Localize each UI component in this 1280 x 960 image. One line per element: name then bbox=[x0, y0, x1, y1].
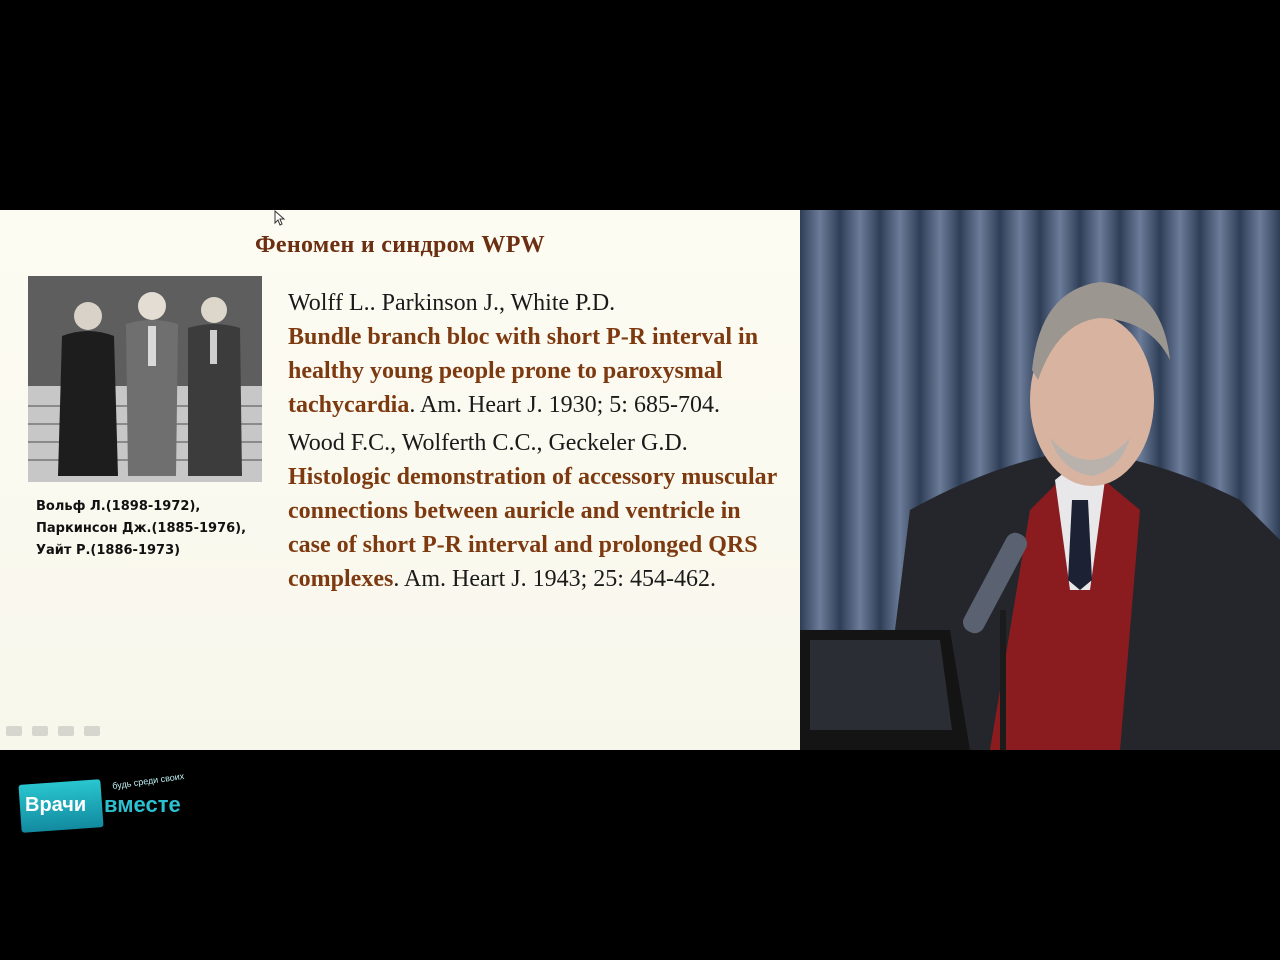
vrachi-vmeste-logo bbox=[20, 771, 220, 836]
reference-1-authors: Wolff L.. Parkinson J., White P.D. bbox=[288, 290, 616, 316]
logo-word-2: вместе bbox=[104, 792, 181, 817]
historical-photo bbox=[28, 276, 262, 482]
reference-2-citation: . Am. Heart J. 1943; 25: 454-462. bbox=[393, 566, 716, 592]
pen-icon[interactable] bbox=[32, 726, 48, 736]
reference-1 bbox=[288, 286, 788, 422]
slide-title: Феномен и синдром WPW bbox=[255, 232, 545, 258]
logo-word-1: Врачи bbox=[25, 794, 87, 816]
speaker-video bbox=[800, 210, 1280, 750]
logo-tagline: будь среди своих bbox=[111, 771, 185, 791]
mouse-cursor-icon bbox=[274, 210, 286, 226]
reference-2-authors: Wood F.C., Wolferth C.C., Geckeler G.D. bbox=[288, 430, 688, 456]
presentation-slide bbox=[0, 210, 800, 750]
reference-1-title: Bundle branch bloc with short P-R interval in healthy young people prone to paroxysmal tachycardia bbox=[288, 324, 759, 418]
photo-caption: Вольф Л.(1898-1972), Паркинсон Дж.(1885-1976), Уайт Р.(1886-1973) bbox=[36, 499, 247, 558]
reference-1-citation: . Am. Heart J. 1930; 5: 685-704. bbox=[409, 392, 720, 418]
slide-controls bbox=[6, 726, 100, 736]
menu-icon[interactable] bbox=[58, 726, 74, 736]
reference-2 bbox=[288, 426, 788, 596]
references bbox=[288, 286, 788, 596]
prev-slide-icon[interactable] bbox=[6, 726, 22, 736]
next-slide-icon[interactable] bbox=[84, 726, 100, 736]
reference-2-title: Histologic demonstration of accessory muscular connections between auricle and ventricle in case of short P-R interval and prolonged QRS complexes bbox=[288, 464, 777, 592]
